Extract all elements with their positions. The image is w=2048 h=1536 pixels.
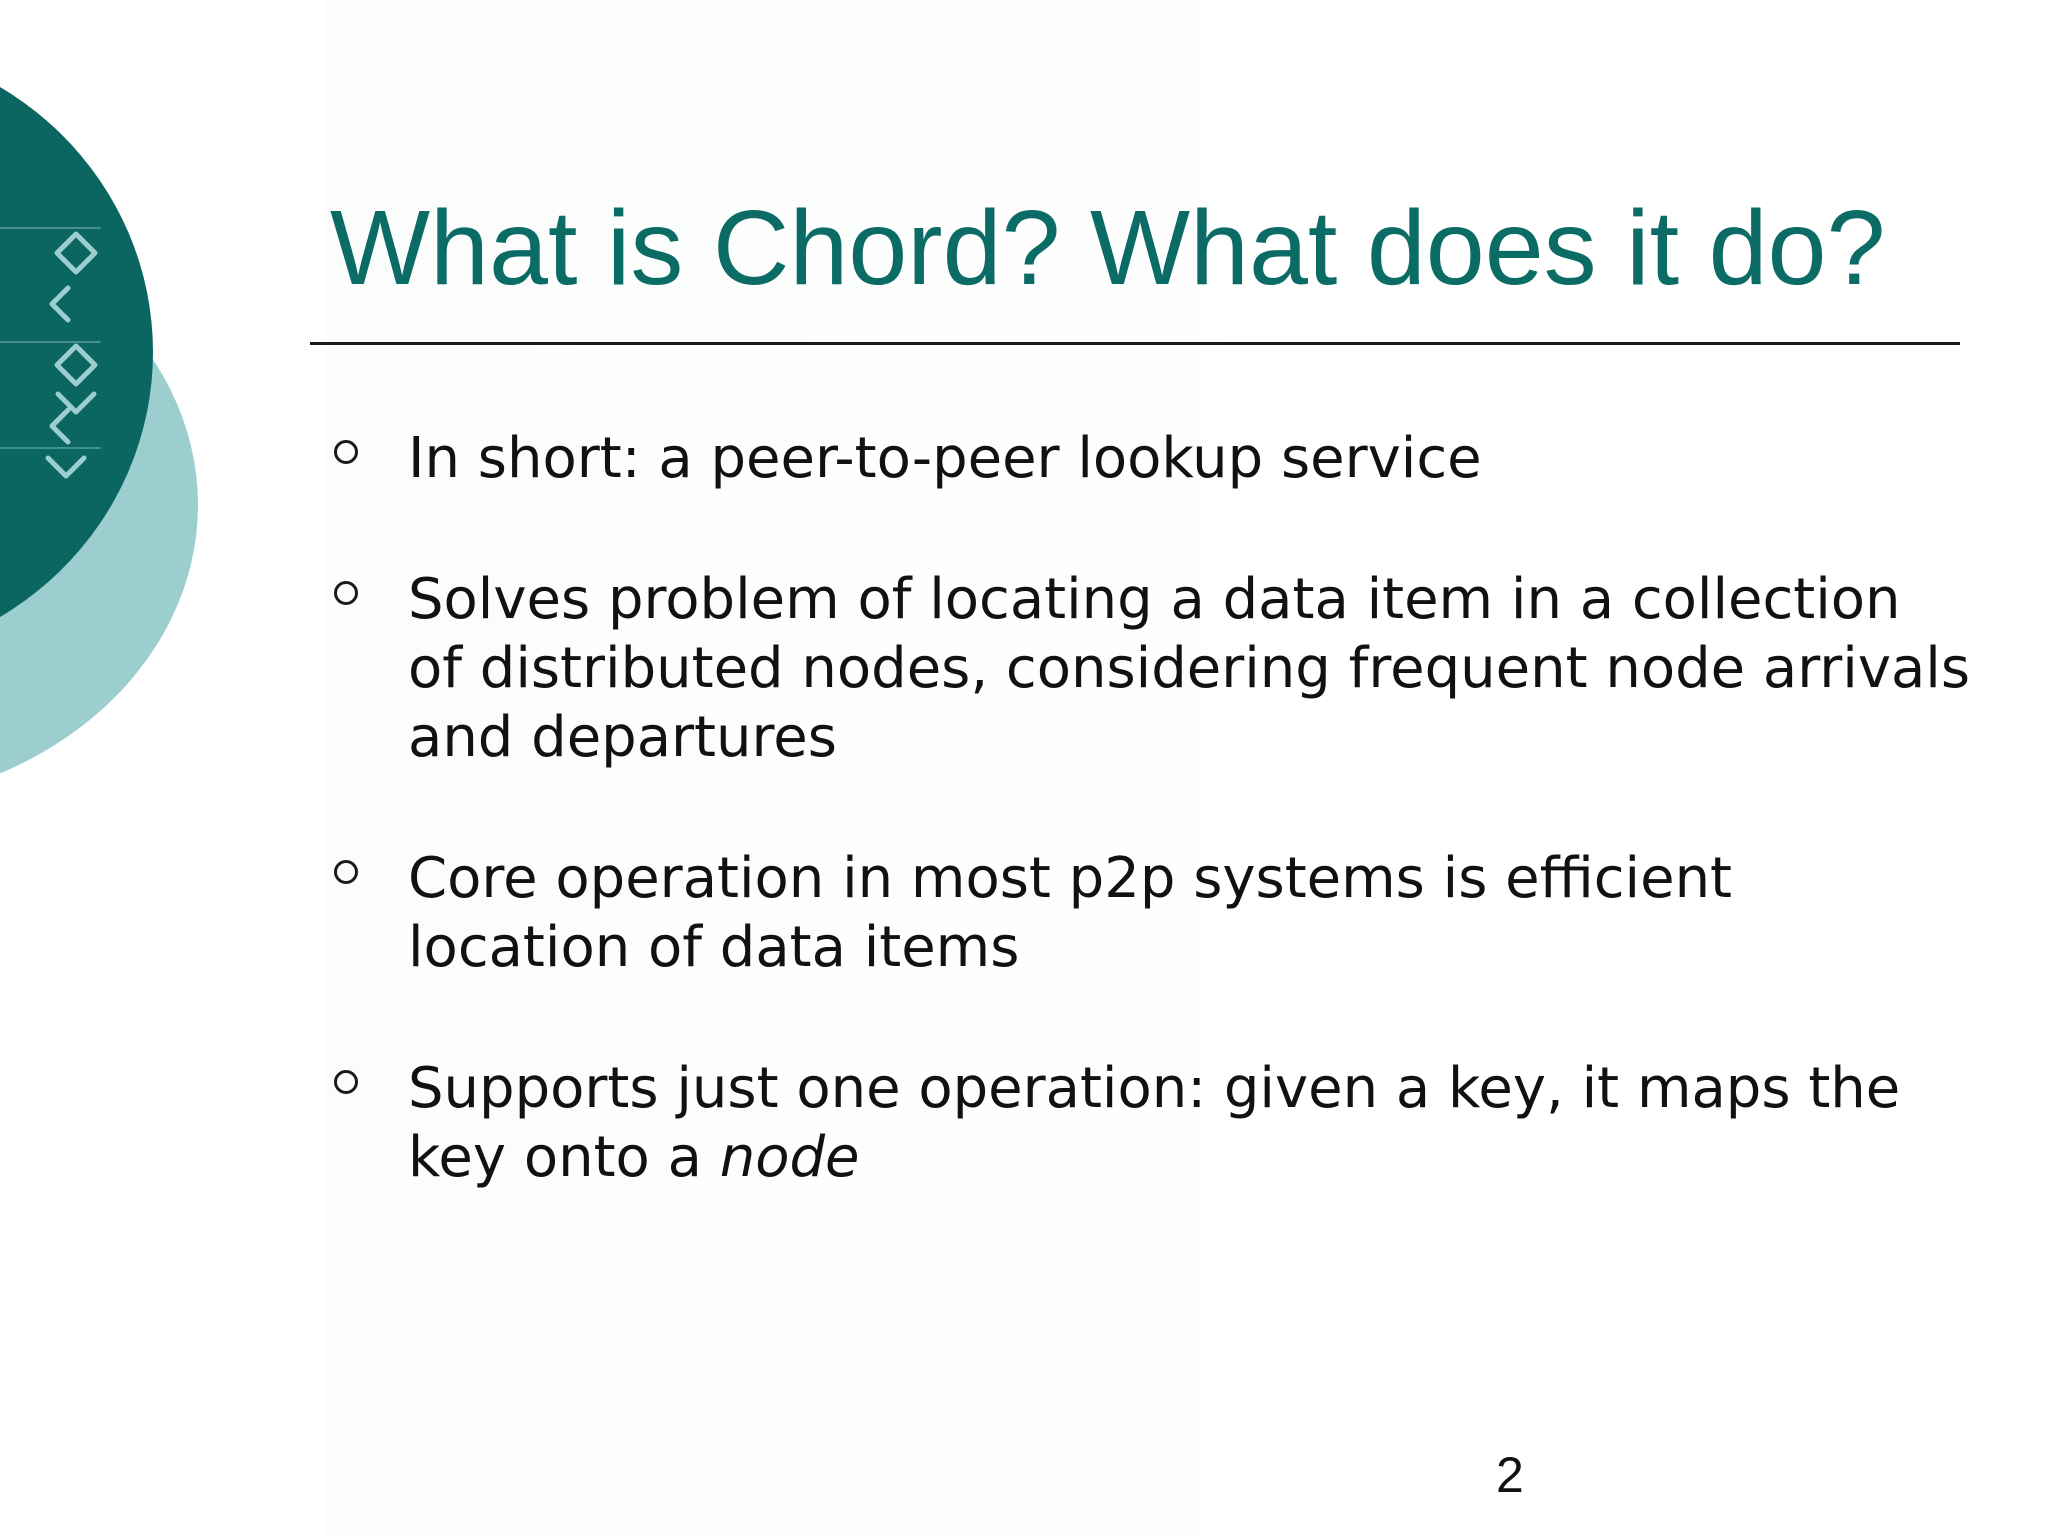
bullet-text: Core operation in most p2p systems is efficient location of data items [408, 846, 1733, 980]
bullet-item [330, 565, 1970, 772]
hollow-circle-bullet-icon [334, 581, 358, 605]
bullet-item [330, 844, 1970, 982]
bullet-emphasis: node [719, 1125, 860, 1190]
title-divider [310, 342, 1960, 345]
bullet-text: Solves problem of locating a data item in a collection of distributed nodes, considering frequent node arrivals and departures [408, 567, 1971, 770]
slide-title: What is Chord? What does it do? [330, 189, 1886, 307]
bullet-list [330, 424, 1970, 1264]
bullet-item [330, 424, 1970, 493]
decorative-circles [0, 0, 260, 840]
hollow-circle-bullet-icon [334, 440, 358, 464]
bullet-text: In short: a peer-to-peer lookup service [408, 426, 1482, 491]
bullet-text-plain: Supports just one operation: given a key, it maps the key onto a [408, 1056, 1901, 1190]
bullet-item [330, 1054, 1970, 1192]
bullet-text [408, 1056, 1900, 1190]
hollow-circle-bullet-icon [334, 860, 358, 884]
page-number: 2 [1496, 1447, 1524, 1503]
hollow-circle-bullet-icon [334, 1070, 358, 1094]
